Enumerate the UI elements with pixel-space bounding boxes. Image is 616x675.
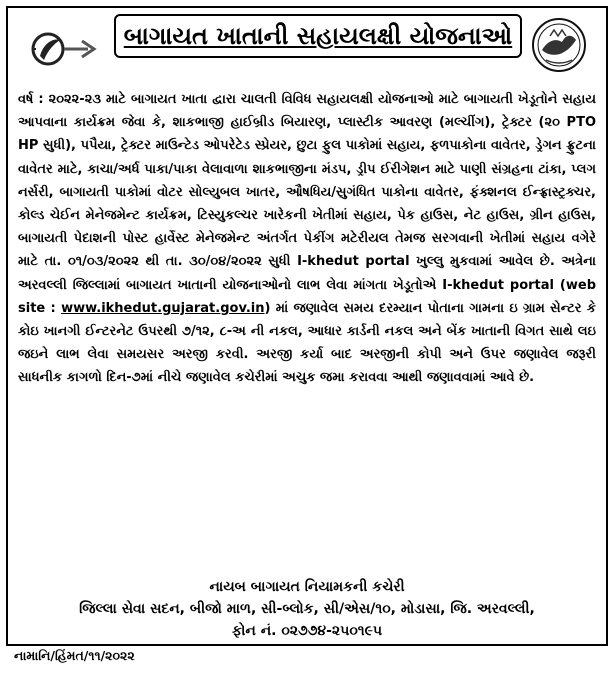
notice-frame bbox=[6, 6, 608, 646]
state-emblem-icon bbox=[528, 16, 590, 74]
office-address: જિલ્લા સેવા સદન, બીજો માળ, સી-બ્લોક, સી/એસ/૧૦, મોડાસા, જિ. અરવલ્લી, bbox=[79, 601, 535, 617]
office-name: નાયબ બાગાયત નિયામકની કચેરી bbox=[209, 579, 405, 595]
page-title: બાગાયત ખાતાની સહાયલક્ષી યોજનાઓ bbox=[123, 22, 513, 50]
horticulture-logo-icon bbox=[30, 28, 104, 70]
notice-header bbox=[8, 8, 606, 78]
notice-body bbox=[18, 88, 596, 390]
office-footer bbox=[8, 576, 606, 642]
notice-text-part-2: ) માં જણાવેલ સમય દરમ્યાન પોતાના ગામના ઇ ગ્રામ સેન્ટર કે કોઇ ખાનગી ઈન્ટરનેટ ઉપરથી ૭/૧૨, ૮-અ ની નકલ, આધાર કાર્ડની નકલ અને બેંક ખાતાની વિગત સાથે લઇ જઇને લાભ લેવા સમયસર અરજી કરવી. અરજી કર્યા બાદ અરજીની કોપી અને ઉપર જણાવેલ જરૂરી સાધનીક કાગળો દિન-૭માં નીચે જણાવેલ કચેરીમાં અચુક જમા કરાવવા આથી જણાવવામાં આવે છે. bbox=[18, 300, 596, 386]
title-box bbox=[114, 14, 522, 58]
office-phone: ફોન નં. ૦૨૭૭૪-૨૫૦૧૯૫ bbox=[231, 623, 383, 639]
reference-number: નામાનિ/હિંમત/૧૧/૨૦૨૨ bbox=[14, 648, 135, 663]
notice-text-part-1: વર્ષ : ૨૦૨૨-૨૩ માટે બાગાયત ખાતા દ્વારા ચાલતી વિવિધ સહાયલક્ષી યોજનાઓ માટે બાગાયતી ખેડૂતોને સહાય આપવાના કાર્યક્રમ જેવા કે, શાકભાજી હાઈબ્રીડ બિયારણ, પ્લાસ્ટીક આવરણ (મલ્ચીંગ), ટ્રેક્ટર (૨૦ PTO HP સુધી), પપૈયા, ટ્રેક્ટર માઉન્ટેડ ઓપરેટેડ સ્પ્રેયર, છુટા ફુલ પાકોમાં સહાય, ફળપાકોના વાવેતર, ડ્રેગન ફ્રુટના વાવેતર માટે, કાચા/અર્ધ પાકા/પાકા વેલાવાળા શાકભાજીના મંડપ, ડ્રીપ ઈરીગેશન માટે પાણી સંગ્રહના ટાંકા, પ્લગ નર્સરી, બાગાયતી પાકોમાં વોટર સોલ્યુબલ ખાતર, ઔષધિય/સુગંધિત પાકોના વાવેતર, ફંક્શનલ ઈન્ફ્રાસ્ટ્રક્ચર, કોલ્ડ ચેઈન મેનેજમેન્ટ કાર્યક્રમ, ટિસ્યુકલ્ચર ખારેકની ખેતીમાં સહાય, પેક હાઉસ, નેટ હાઉસ, ગ્રીન હાઉસ, બાગાયતી પેદાશની પોસ્ટ હાર્વેસ્ટ મેનેજમેન્ટ અંતર્ગત પેકીંગ મટેરીયલ તેમજ સરગવાની ખેતીમાં સહાય વગેરે માટે તા. ૦૧/૦૩/૨૦૨૨ થી તા. ૩૦/૦૪/૨૦૨૨ સુધી I-khedut portal ખુલ્લુ મુકવામાં આવેલ છે. અત્રેના અરવલ્લી જિલ્લામાં બાગાયત ખાતાની યોજનાઓનો લાભ લેવા માંગતા ખેડૂતોએ I-khedut portal (web site : bbox=[18, 92, 596, 316]
website-link[interactable]: www.ikhedut.gujarat.gov.in bbox=[61, 300, 265, 316]
